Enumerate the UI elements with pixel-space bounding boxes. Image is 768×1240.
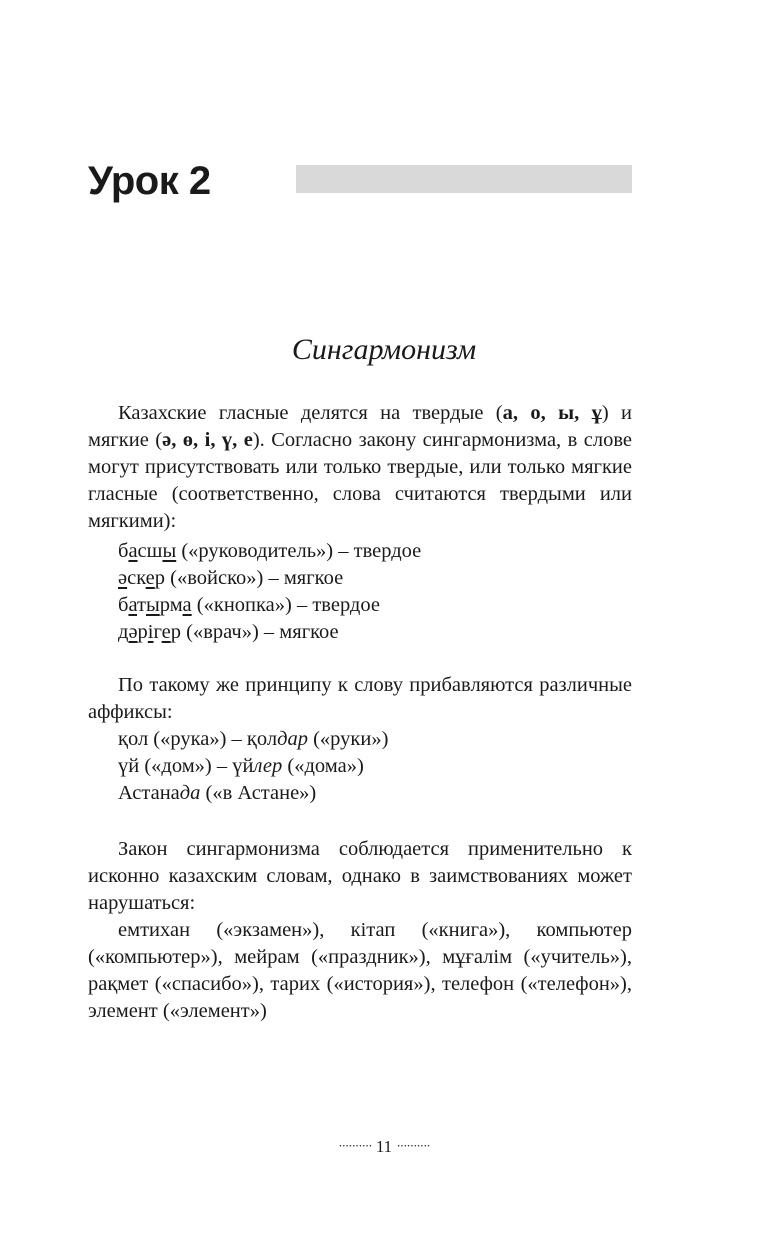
examples-list-1 xyxy=(88,538,632,646)
example-word: басшы xyxy=(118,540,177,562)
page-number-dots-left: ·········· xyxy=(338,1138,372,1153)
paragraph-loanwords xyxy=(88,836,632,1025)
lesson-title: Урок 2 xyxy=(88,159,211,203)
example-item xyxy=(88,592,632,619)
example-gloss: («врач») – мягкое xyxy=(181,621,339,643)
example-gloss: («руководитель») – твердое xyxy=(176,540,422,562)
affix-example-item: Астанада («в Астане») xyxy=(118,782,317,804)
example-item xyxy=(88,619,632,646)
examples-list-2 xyxy=(88,726,632,807)
example-word: дәрігер xyxy=(118,621,181,643)
paragraph-vowels xyxy=(88,400,632,535)
affix: дар xyxy=(277,728,308,750)
hard-vowels: а, о, ы, ұ xyxy=(502,402,602,424)
example-item xyxy=(88,565,632,592)
page-number-dots-right: ·········· xyxy=(396,1138,430,1153)
soft-vowels: ә, ө, і, ү, е xyxy=(162,429,253,451)
affix: лер xyxy=(253,755,283,777)
example-gloss: («кнопка») – твердое xyxy=(191,594,380,616)
section-title: Сингармонизм xyxy=(291,333,477,366)
paragraph-loanwords-text: Закон сингармонизма соблюдается применительно к исконно казахским словам, однако в заимствованиях может нарушаться: xyxy=(88,838,632,914)
title-decoration-bar xyxy=(296,165,632,193)
loanwords-list: емтихан («экзамен»), кітап («книга»), компьютер («компьютер»), мейрам («праздник»), мұғалім («учитель»), рақмет («спасибо»), тарих («история»), телефон («телефон»), элемент («элемент») xyxy=(88,919,632,1022)
example-gloss: («войско») – мягкое xyxy=(165,567,344,589)
affix-example-item: үй («дом») – үйлер («дома») xyxy=(118,755,364,777)
affix-example-item: қол («рука») – қолдар («руки») xyxy=(118,728,389,750)
example-word: әскер xyxy=(118,567,166,589)
paragraph-affixes xyxy=(88,672,632,726)
example-word: батырма xyxy=(118,594,192,616)
example-item xyxy=(88,538,632,565)
paragraph-vowels-text: Казахские гласные делятся на твердые (а, о, ы, ұ) и мягкие (ә, ө, і, ү, е). Согласно закону сингармонизма, в слове могут присутствовать или только твердые, или только мягкие гласные (соответственно, слова считаются твердыми или мягкими): xyxy=(88,402,632,532)
affix: да xyxy=(179,782,201,804)
page-number-value: 11 xyxy=(375,1137,393,1156)
page-number xyxy=(0,1135,768,1158)
paragraph-affixes-text: По такому же принципу к слову прибавляются различные аффиксы: xyxy=(88,674,632,723)
